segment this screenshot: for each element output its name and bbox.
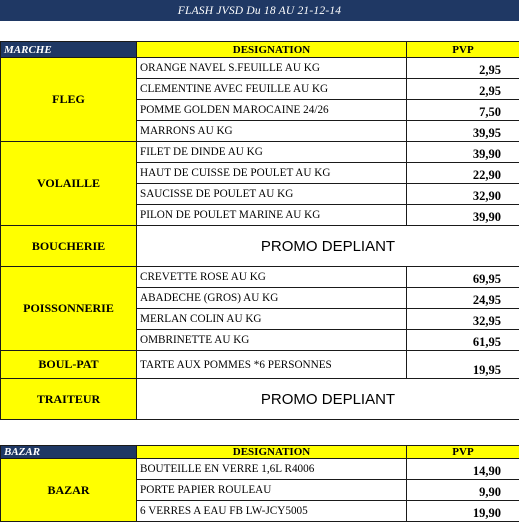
item-designation: MARRONS AU KG xyxy=(137,121,407,142)
category-bazar: BAZAR xyxy=(1,459,137,522)
item-designation: TARTE AUX POMMES *6 PERSONNES xyxy=(137,351,407,379)
item-designation: 6 VERRES A EAU FB LW-JCY5005 xyxy=(137,501,407,522)
item-designation: HAUT DE CUISSE DE POULET AU KG xyxy=(137,163,407,184)
table-row xyxy=(1,459,519,480)
item-designation: SAUCISSE DE POULET AU KG xyxy=(137,184,407,205)
category-traiteur: TRAITEUR xyxy=(1,379,137,420)
category-poissonnerie: POISSONNERIE xyxy=(1,267,137,351)
table-row xyxy=(1,142,519,163)
table-header xyxy=(1,42,519,58)
table-row xyxy=(1,58,519,79)
pvp-header: PVP xyxy=(407,42,519,58)
item-designation: ABADECHE (GROS) AU KG xyxy=(137,288,407,309)
item-price: 22,90 xyxy=(407,163,519,184)
item-designation: ORANGE NAVEL S.FEUILLE AU KG xyxy=(137,58,407,79)
bazar-table xyxy=(0,445,519,522)
item-price: 61,95 xyxy=(407,330,519,351)
designation-header: DESIGNATION xyxy=(137,42,407,58)
item-price: 39,95 xyxy=(407,121,519,142)
item-price: 7,50 xyxy=(407,100,519,121)
item-price: 19,95 xyxy=(407,351,519,379)
category-boul-pat: BOUL-PAT xyxy=(1,351,137,379)
designation-header: DESIGNATION xyxy=(137,446,407,459)
pvp-header: PVP xyxy=(407,446,519,459)
page-title: FLASH JVSD Du 18 AU 21-12-14 xyxy=(0,0,519,21)
item-designation: PILON DE POULET MARINE AU KG xyxy=(137,205,407,226)
item-price: 39,90 xyxy=(407,142,519,163)
item-price: 19,90 xyxy=(407,501,519,522)
item-designation: CLEMENTINE AVEC FEUILLE AU KG xyxy=(137,79,407,100)
item-designation: POMME GOLDEN MAROCAINE 24/26 xyxy=(137,100,407,121)
section-label-marche: MARCHE xyxy=(1,42,137,58)
table-row xyxy=(1,351,519,379)
item-price: 32,90 xyxy=(407,184,519,205)
table-header xyxy=(1,446,519,459)
item-price: 9,90 xyxy=(407,480,519,501)
category-boucherie: BOUCHERIE xyxy=(1,226,137,267)
item-price: 24,95 xyxy=(407,288,519,309)
promo-depliant-text: PROMO DEPLIANT xyxy=(137,226,519,267)
item-price: 69,95 xyxy=(407,267,519,288)
promo-depliant-text: PROMO DEPLIANT xyxy=(137,379,519,420)
item-designation: PORTE PAPIER ROULEAU xyxy=(137,480,407,501)
item-designation: BOUTEILLE EN VERRE 1,6L R4006 xyxy=(137,459,407,480)
item-designation: CREVETTE ROSE AU KG xyxy=(137,267,407,288)
item-price: 32,95 xyxy=(407,309,519,330)
item-price: 2,95 xyxy=(407,79,519,100)
table-row xyxy=(1,379,519,420)
category-volaille: VOLAILLE xyxy=(1,142,137,226)
item-designation: OMBRINETTE AU KG xyxy=(137,330,407,351)
item-price: 2,95 xyxy=(407,58,519,79)
item-price: 39,90 xyxy=(407,205,519,226)
item-designation: FILET DE DINDE AU KG xyxy=(137,142,407,163)
table-row xyxy=(1,226,519,267)
section-label-bazar: BAZAR xyxy=(1,446,137,459)
category-fleg: FLEG xyxy=(1,58,137,142)
marche-table xyxy=(0,41,519,420)
item-price: 14,90 xyxy=(407,459,519,480)
table-row xyxy=(1,267,519,288)
item-designation: MERLAN COLIN AU KG xyxy=(137,309,407,330)
